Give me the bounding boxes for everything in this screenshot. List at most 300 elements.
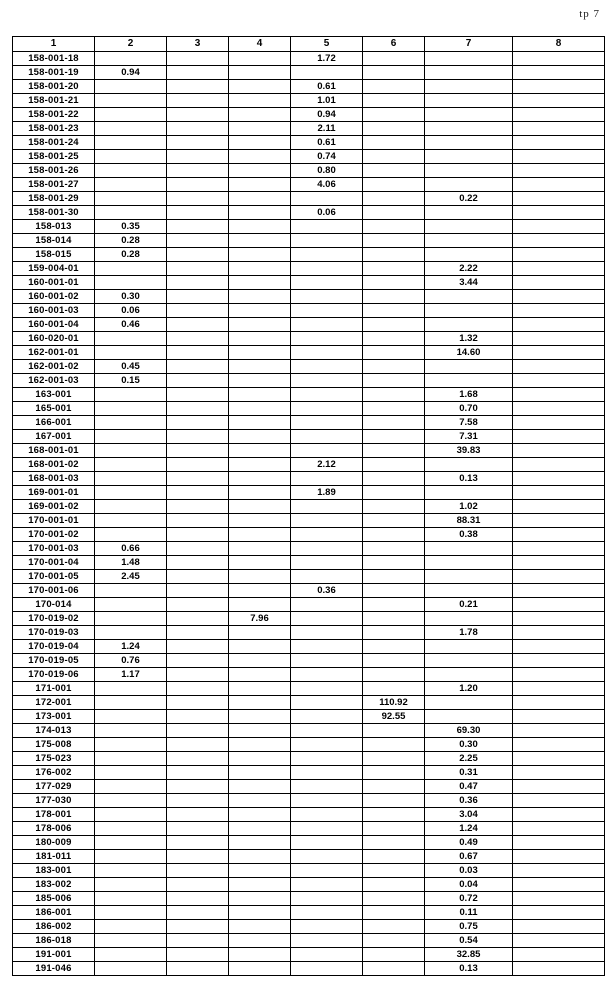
cell-value-5 <box>291 906 363 920</box>
cell-value-5 <box>291 248 363 262</box>
cell-value-5 <box>291 402 363 416</box>
table-row <box>13 780 605 794</box>
cell-value-5 <box>291 892 363 906</box>
cell-value-7 <box>425 248 513 262</box>
table-row <box>13 122 605 136</box>
cell-value-6 <box>363 934 425 948</box>
cell-value-2 <box>95 836 167 850</box>
cell-code: 160-020-01 <box>13 332 95 346</box>
table-row <box>13 430 605 444</box>
cell-value-6 <box>363 948 425 962</box>
cell-value-6 <box>363 794 425 808</box>
cell-value-2 <box>95 738 167 752</box>
cell-value-4 <box>229 136 291 150</box>
cell-value-4 <box>229 388 291 402</box>
cell-value-8 <box>513 836 605 850</box>
cell-value-5: 2.12 <box>291 458 363 472</box>
cell-value-5 <box>291 360 363 374</box>
cell-value-8 <box>513 430 605 444</box>
cell-value-5 <box>291 416 363 430</box>
cell-value-3 <box>167 472 229 486</box>
table-row <box>13 514 605 528</box>
cell-value-5 <box>291 276 363 290</box>
cell-value-2 <box>95 724 167 738</box>
cell-value-7 <box>425 654 513 668</box>
cell-code: 158-001-24 <box>13 136 95 150</box>
cell-value-8 <box>513 612 605 626</box>
cell-value-7: 7.58 <box>425 416 513 430</box>
table-row <box>13 136 605 150</box>
table-row <box>13 290 605 304</box>
cell-value-4 <box>229 668 291 682</box>
cell-value-8 <box>513 948 605 962</box>
cell-value-8 <box>513 766 605 780</box>
cell-value-5 <box>291 598 363 612</box>
cell-value-3 <box>167 682 229 696</box>
cell-value-2 <box>95 262 167 276</box>
cell-value-4 <box>229 290 291 304</box>
cell-value-8 <box>513 290 605 304</box>
cell-value-2 <box>95 528 167 542</box>
cell-code: 191-046 <box>13 962 95 976</box>
cell-value-2 <box>95 612 167 626</box>
cell-value-5 <box>291 934 363 948</box>
cell-value-4 <box>229 318 291 332</box>
cell-value-8 <box>513 920 605 934</box>
cell-value-2: 0.06 <box>95 304 167 318</box>
cell-value-7: 14.60 <box>425 346 513 360</box>
table-row <box>13 738 605 752</box>
cell-value-4 <box>229 220 291 234</box>
table-row <box>13 710 605 724</box>
cell-value-7: 1.32 <box>425 332 513 346</box>
cell-value-8 <box>513 878 605 892</box>
cell-value-3 <box>167 262 229 276</box>
cell-value-7: 2.22 <box>425 262 513 276</box>
cell-code: 186-001 <box>13 906 95 920</box>
cell-value-7 <box>425 696 513 710</box>
cell-value-2: 1.48 <box>95 556 167 570</box>
cell-value-7: 0.21 <box>425 598 513 612</box>
cell-value-7 <box>425 94 513 108</box>
cell-value-3 <box>167 402 229 416</box>
cell-value-6 <box>363 80 425 94</box>
cell-value-4 <box>229 374 291 388</box>
cell-value-8 <box>513 696 605 710</box>
cell-value-4 <box>229 598 291 612</box>
cell-value-2 <box>95 752 167 766</box>
table-row <box>13 682 605 696</box>
cell-value-6 <box>363 388 425 402</box>
cell-code: 158-001-29 <box>13 192 95 206</box>
cell-value-7 <box>425 458 513 472</box>
cell-value-5 <box>291 500 363 514</box>
cell-value-8 <box>513 332 605 346</box>
cell-value-7 <box>425 542 513 556</box>
table-row <box>13 584 605 598</box>
cell-code: 176-002 <box>13 766 95 780</box>
cell-value-8 <box>513 178 605 192</box>
cell-code: 170-019-04 <box>13 640 95 654</box>
cell-value-7: 0.04 <box>425 878 513 892</box>
cell-value-7 <box>425 556 513 570</box>
cell-value-3 <box>167 178 229 192</box>
cell-value-5 <box>291 234 363 248</box>
cell-code: 169-001-01 <box>13 486 95 500</box>
cell-value-3 <box>167 136 229 150</box>
cell-value-3 <box>167 528 229 542</box>
table-row <box>13 178 605 192</box>
cell-value-3 <box>167 416 229 430</box>
cell-value-5 <box>291 920 363 934</box>
cell-value-7 <box>425 318 513 332</box>
cell-value-8 <box>513 668 605 682</box>
cell-value-5 <box>291 724 363 738</box>
cell-value-5 <box>291 626 363 640</box>
cell-value-2 <box>95 948 167 962</box>
cell-value-5 <box>291 948 363 962</box>
cell-value-2 <box>95 192 167 206</box>
cell-value-6 <box>363 738 425 752</box>
cell-value-6 <box>363 668 425 682</box>
cell-value-5 <box>291 472 363 486</box>
cell-value-4 <box>229 486 291 500</box>
table-header <box>13 37 605 52</box>
table-row <box>13 276 605 290</box>
cell-value-6 <box>363 416 425 430</box>
table-row <box>13 486 605 500</box>
cell-value-6 <box>363 612 425 626</box>
cell-value-3 <box>167 570 229 584</box>
cell-value-7: 88.31 <box>425 514 513 528</box>
cell-value-7 <box>425 584 513 598</box>
cell-value-7: 0.11 <box>425 906 513 920</box>
cell-value-4 <box>229 206 291 220</box>
cell-value-4 <box>229 738 291 752</box>
cell-value-4 <box>229 794 291 808</box>
cell-value-2 <box>95 150 167 164</box>
cell-value-7 <box>425 52 513 66</box>
cell-code: 165-001 <box>13 402 95 416</box>
cell-value-7: 0.70 <box>425 402 513 416</box>
cell-value-6 <box>363 570 425 584</box>
cell-value-4 <box>229 276 291 290</box>
cell-value-7 <box>425 612 513 626</box>
cell-code: 174-013 <box>13 724 95 738</box>
cell-value-3 <box>167 66 229 80</box>
cell-value-8 <box>513 514 605 528</box>
cell-value-5 <box>291 528 363 542</box>
cell-value-3 <box>167 654 229 668</box>
cell-code: 186-002 <box>13 920 95 934</box>
cell-code: 181-011 <box>13 850 95 864</box>
cell-value-7: 0.22 <box>425 192 513 206</box>
cell-value-2 <box>95 416 167 430</box>
cell-value-3 <box>167 962 229 976</box>
table-row <box>13 374 605 388</box>
cell-value-4 <box>229 892 291 906</box>
column-header-8: 8 <box>513 37 605 52</box>
cell-value-6: 92.55 <box>363 710 425 724</box>
cell-value-8 <box>513 542 605 556</box>
table-row <box>13 444 605 458</box>
table-row <box>13 458 605 472</box>
cell-value-6 <box>363 318 425 332</box>
cell-value-4 <box>229 360 291 374</box>
cell-value-4 <box>229 724 291 738</box>
column-header-4: 4 <box>229 37 291 52</box>
cell-code: 183-002 <box>13 878 95 892</box>
cell-code: 171-001 <box>13 682 95 696</box>
cell-value-3 <box>167 850 229 864</box>
cell-value-5 <box>291 836 363 850</box>
cell-value-7: 3.44 <box>425 276 513 290</box>
cell-value-2 <box>95 766 167 780</box>
cell-value-7 <box>425 374 513 388</box>
cell-value-4 <box>229 808 291 822</box>
cell-value-2 <box>95 388 167 402</box>
cell-value-5 <box>291 696 363 710</box>
cell-value-8 <box>513 584 605 598</box>
cell-value-3 <box>167 724 229 738</box>
cell-value-5: 2.11 <box>291 122 363 136</box>
cell-value-6 <box>363 836 425 850</box>
cell-value-5 <box>291 738 363 752</box>
cell-code: 166-001 <box>13 416 95 430</box>
cell-value-6 <box>363 248 425 262</box>
cell-value-5 <box>291 752 363 766</box>
cell-value-3 <box>167 696 229 710</box>
cell-value-7 <box>425 108 513 122</box>
cell-value-3 <box>167 430 229 444</box>
cell-value-8 <box>513 402 605 416</box>
cell-value-3 <box>167 346 229 360</box>
cell-value-8 <box>513 234 605 248</box>
cell-value-4 <box>229 640 291 654</box>
cell-value-6 <box>363 94 425 108</box>
cell-value-6 <box>363 584 425 598</box>
table-row <box>13 962 605 976</box>
table-row <box>13 416 605 430</box>
cell-value-8 <box>513 738 605 752</box>
cell-code: 170-001-04 <box>13 556 95 570</box>
cell-value-4 <box>229 150 291 164</box>
cell-value-4 <box>229 878 291 892</box>
cell-value-2 <box>95 822 167 836</box>
table-row <box>13 626 605 640</box>
data-table <box>12 36 605 976</box>
cell-value-6 <box>363 542 425 556</box>
cell-code: 175-008 <box>13 738 95 752</box>
table-row <box>13 948 605 962</box>
cell-value-5: 0.61 <box>291 80 363 94</box>
cell-value-3 <box>167 248 229 262</box>
table-row <box>13 808 605 822</box>
cell-value-6 <box>363 150 425 164</box>
cell-value-4 <box>229 416 291 430</box>
cell-value-7 <box>425 66 513 80</box>
table-row <box>13 52 605 66</box>
cell-value-5 <box>291 962 363 976</box>
table-row <box>13 794 605 808</box>
cell-value-7: 0.72 <box>425 892 513 906</box>
cell-value-2 <box>95 486 167 500</box>
cell-value-4 <box>229 626 291 640</box>
cell-value-2 <box>95 458 167 472</box>
cell-value-6 <box>363 192 425 206</box>
cell-value-4 <box>229 556 291 570</box>
table-row <box>13 262 605 276</box>
cell-value-7: 1.02 <box>425 500 513 514</box>
cell-value-2 <box>95 850 167 864</box>
cell-value-2: 1.17 <box>95 668 167 682</box>
cell-code: 178-001 <box>13 808 95 822</box>
cell-value-7: 1.20 <box>425 682 513 696</box>
cell-value-2 <box>95 808 167 822</box>
table-row <box>13 360 605 374</box>
cell-value-6 <box>363 430 425 444</box>
cell-value-8 <box>513 486 605 500</box>
cell-value-8 <box>513 262 605 276</box>
cell-value-6 <box>363 864 425 878</box>
cell-value-5 <box>291 780 363 794</box>
cell-code: 170-019-05 <box>13 654 95 668</box>
cell-value-6 <box>363 178 425 192</box>
cell-value-4 <box>229 906 291 920</box>
cell-value-6 <box>363 752 425 766</box>
cell-value-3 <box>167 486 229 500</box>
cell-value-2 <box>95 444 167 458</box>
cell-value-5 <box>291 66 363 80</box>
cell-value-3 <box>167 52 229 66</box>
cell-value-2 <box>95 934 167 948</box>
table-row <box>13 108 605 122</box>
cell-value-2 <box>95 472 167 486</box>
cell-value-5 <box>291 304 363 318</box>
cell-value-3 <box>167 388 229 402</box>
cell-value-7: 39.83 <box>425 444 513 458</box>
cell-value-3 <box>167 360 229 374</box>
cell-value-7 <box>425 150 513 164</box>
cell-value-3 <box>167 948 229 962</box>
cell-value-5 <box>291 556 363 570</box>
cell-value-2 <box>95 206 167 220</box>
cell-value-4 <box>229 780 291 794</box>
cell-code: 162-001-03 <box>13 374 95 388</box>
cell-value-3 <box>167 542 229 556</box>
cell-value-4 <box>229 472 291 486</box>
column-header-7: 7 <box>425 37 513 52</box>
table-row <box>13 696 605 710</box>
table-row <box>13 570 605 584</box>
cell-value-8 <box>513 136 605 150</box>
cell-value-3 <box>167 612 229 626</box>
cell-value-8 <box>513 388 605 402</box>
cell-code: 158-001-21 <box>13 94 95 108</box>
cell-value-7 <box>425 360 513 374</box>
cell-code: 168-001-02 <box>13 458 95 472</box>
cell-value-4 <box>229 192 291 206</box>
cell-value-5: 0.74 <box>291 150 363 164</box>
cell-value-7 <box>425 80 513 94</box>
cell-value-3 <box>167 878 229 892</box>
cell-value-6 <box>363 374 425 388</box>
cell-value-2: 0.66 <box>95 542 167 556</box>
cell-value-6 <box>363 906 425 920</box>
cell-value-6 <box>363 962 425 976</box>
cell-value-8 <box>513 808 605 822</box>
cell-value-5 <box>291 332 363 346</box>
cell-value-5 <box>291 318 363 332</box>
cell-value-2 <box>95 52 167 66</box>
cell-value-7 <box>425 486 513 500</box>
cell-value-7: 1.68 <box>425 388 513 402</box>
cell-value-6 <box>363 52 425 66</box>
cell-value-2: 0.28 <box>95 234 167 248</box>
cell-value-4 <box>229 66 291 80</box>
cell-code: 177-029 <box>13 780 95 794</box>
cell-value-7 <box>425 290 513 304</box>
cell-value-3 <box>167 220 229 234</box>
cell-value-4 <box>229 682 291 696</box>
cell-value-2: 2.45 <box>95 570 167 584</box>
cell-value-4 <box>229 94 291 108</box>
cell-value-7 <box>425 234 513 248</box>
cell-value-4 <box>229 710 291 724</box>
cell-value-5 <box>291 710 363 724</box>
cell-value-6 <box>363 304 425 318</box>
cell-code: 158-001-30 <box>13 206 95 220</box>
cell-value-5: 4.06 <box>291 178 363 192</box>
cell-value-6 <box>363 332 425 346</box>
table-row <box>13 234 605 248</box>
cell-value-8 <box>513 934 605 948</box>
data-table-container <box>12 36 604 976</box>
cell-value-3 <box>167 290 229 304</box>
cell-value-2 <box>95 332 167 346</box>
cell-value-4 <box>229 262 291 276</box>
cell-value-6 <box>363 640 425 654</box>
cell-value-5 <box>291 192 363 206</box>
cell-value-2 <box>95 80 167 94</box>
cell-value-3 <box>167 304 229 318</box>
cell-code: 175-023 <box>13 752 95 766</box>
cell-value-2 <box>95 136 167 150</box>
cell-value-5 <box>291 822 363 836</box>
cell-code: 158-001-25 <box>13 150 95 164</box>
cell-value-6 <box>363 780 425 794</box>
page-number-label: tp 7 <box>579 8 600 20</box>
cell-code: 162-001-02 <box>13 360 95 374</box>
cell-value-3 <box>167 332 229 346</box>
cell-value-4 <box>229 584 291 598</box>
cell-value-5 <box>291 542 363 556</box>
cell-value-8 <box>513 192 605 206</box>
cell-value-3 <box>167 822 229 836</box>
cell-value-2 <box>95 710 167 724</box>
cell-value-6 <box>363 262 425 276</box>
cell-value-8 <box>513 598 605 612</box>
table-row <box>13 724 605 738</box>
column-header-2: 2 <box>95 37 167 52</box>
cell-value-6 <box>363 136 425 150</box>
cell-value-8 <box>513 752 605 766</box>
cell-value-2 <box>95 276 167 290</box>
cell-value-3 <box>167 556 229 570</box>
cell-value-5 <box>291 766 363 780</box>
cell-value-6 <box>363 486 425 500</box>
cell-value-4 <box>229 836 291 850</box>
